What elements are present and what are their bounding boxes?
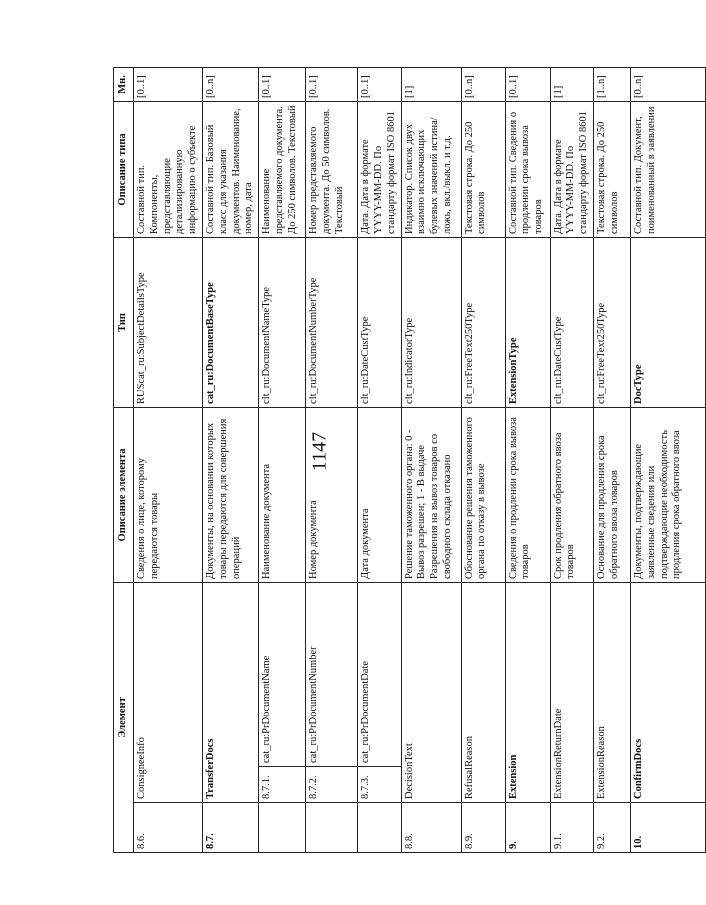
- table-row: [505, 67, 550, 852]
- element-description-cell: Номер документа: [306, 407, 358, 582]
- row-number-cell: [259, 803, 306, 853]
- multiplicity-cell: [0..n]: [202, 67, 258, 101]
- multiplicity-cell: [1]: [401, 67, 461, 101]
- row-number-cell: 9.2.: [593, 803, 630, 853]
- type-cell: ExtensionType: [505, 237, 550, 407]
- element-description-cell: Документы, на основании которых товары передаются для совершения операций: [202, 407, 258, 582]
- table-row: [358, 67, 401, 852]
- multiplicity-cell: [1]: [550, 67, 593, 101]
- type-description-cell: Номер представляемого документа. До 50 символов. Текстовый: [306, 101, 358, 237]
- element-name-cell: ConfirmDocs: [630, 582, 705, 802]
- element-description-cell: Сведения о продлении срока вывоза товаров: [505, 407, 550, 582]
- row-number-cell: [306, 803, 358, 853]
- multiplicity-cell: [0..1]: [259, 67, 306, 101]
- header-multiplicity: Мн.: [114, 67, 134, 101]
- header-type: Тип: [114, 237, 134, 407]
- header-element: Элемент: [114, 582, 134, 852]
- type-description-cell: Дата. Дата в формате YYYY-MM-DD. По стандарту формат ISO 8601: [550, 101, 593, 237]
- element-description-cell: Документы, подтверждающие заявленные сведения или подтверждающие необходимость продления срока обратного ввоза: [630, 407, 705, 582]
- element-name-cell: RefusalReason: [461, 582, 505, 802]
- type-description-cell: Составной тип. Сведения о продлении срока вывоза товаров: [505, 101, 550, 237]
- table-row: [461, 67, 505, 852]
- multiplicity-cell: [0..1]: [358, 67, 401, 101]
- multiplicity-cell: [1..n]: [593, 67, 630, 101]
- header-element-desc: Описание элемента: [114, 407, 134, 582]
- element-description-cell: Обоснование решения таможенного органа по отказу в вывозе: [461, 407, 505, 582]
- element-name-cell: cat_ru:PrDocumentNumber: [306, 582, 358, 766]
- table-row: [202, 67, 258, 852]
- row-number-cell: 10.: [630, 803, 705, 853]
- element-name-cell: DecisionText: [401, 582, 461, 802]
- element-description-cell: Основание для продления срока обратного ввоза товаров: [593, 407, 630, 582]
- type-description-cell: Составной тип. Компоненты, представляющие детализированную информацию о субъекте: [134, 101, 203, 237]
- type-description-cell: Наименование представляемого документа. До 250 символов. Текстовый: [259, 101, 306, 237]
- type-cell: DocType: [630, 237, 705, 407]
- row-number-cell: 8.6.: [134, 803, 203, 853]
- type-description-cell: Дата. Дата в формате YYYY-MM-DD. По стандарту формат ISO 8601: [358, 101, 401, 237]
- element-description-cell: Срок продления обратного ввоза товаров: [550, 407, 593, 582]
- type-cell: clt_ru:DocumentNameType: [259, 237, 306, 407]
- type-cell: clt_ru:FreeText250Type: [461, 237, 505, 407]
- table-row: [630, 67, 705, 852]
- type-description-cell: Текстовая строка. До 250 символов: [593, 101, 630, 237]
- multiplicity-cell: [0..n]: [461, 67, 505, 101]
- type-cell: RUScat_ru:SubjectDetailsType: [134, 237, 203, 407]
- element-description-cell: Сведения о лице, которому передаются товары: [134, 407, 203, 582]
- table-row: [593, 67, 630, 852]
- element-name-cell: cat_ru:PrDocumentName: [259, 582, 306, 766]
- element-name-cell: TransferDocs: [202, 582, 258, 802]
- type-cell: cat_ru:DocumentBaseType: [202, 237, 258, 407]
- row-subnumber-cell: 8.7.1.: [259, 767, 306, 803]
- row-number-cell: 9.1.: [550, 803, 593, 853]
- element-name-cell: ExtensionReason: [593, 582, 630, 802]
- multiplicity-cell: [0..1]: [134, 67, 203, 101]
- elements-table: [113, 67, 706, 853]
- element-description-cell: Решение таможенного органа: 0 - Вывоз разрешен; 1 - В выдаче Разрешения на вывоз товаров со свободного склада отказано: [401, 407, 461, 582]
- rotated-table-container: [113, 68, 683, 853]
- type-description-cell: Индикатор. Список двух взаимно исключающих булевых значений истина/ложь, вкл./выкл. и т.д.: [401, 101, 461, 237]
- table-row: [550, 67, 593, 852]
- row-number-cell: 8.8.: [401, 803, 461, 853]
- type-cell: clt_ru:FreeText250Type: [593, 237, 630, 407]
- header-type-desc: Описание типа: [114, 101, 134, 237]
- element-name-cell: ExtensionReturnDate: [550, 582, 593, 802]
- type-description-cell: Составной тип. Документ, поименованный в заявлении: [630, 101, 705, 237]
- type-cell: clt_ru:DocumentNumberType: [306, 237, 358, 407]
- table-header-row: [114, 67, 134, 852]
- type-description-cell: Составной тип. Базовый класс для указания документов. Наименование, номер, дата: [202, 101, 258, 237]
- table-row: [134, 67, 203, 852]
- type-description-cell: Текстовая строка. До 250 символов: [461, 101, 505, 237]
- multiplicity-cell: [0..n]: [630, 67, 705, 101]
- page-number: 1147: [308, 431, 331, 472]
- row-subnumber-cell: 8.7.2.: [306, 767, 358, 803]
- type-cell: clt_ru:DateCustType: [550, 237, 593, 407]
- table-row: [306, 67, 358, 852]
- type-cell: clt_ru:DateCustType: [358, 237, 401, 407]
- table-row: [259, 67, 306, 852]
- element-name-cell: Extension: [505, 582, 550, 802]
- multiplicity-cell: [0..1]: [306, 67, 358, 101]
- row-number-cell: 8.9.: [461, 803, 505, 853]
- row-subnumber-cell: 8.7.3.: [358, 767, 401, 803]
- table-row: [401, 67, 461, 852]
- multiplicity-cell: [0..1]: [505, 67, 550, 101]
- element-description-cell: Наименование документа: [259, 407, 306, 582]
- element-description-cell: Дата документа: [358, 407, 401, 582]
- row-number-cell: 8.7.: [202, 803, 258, 853]
- element-name-cell: cat_ru:PrDocumentDate: [358, 582, 401, 766]
- element-name-cell: ConsigneeInfo: [134, 582, 203, 802]
- row-number-cell: 9.: [505, 803, 550, 853]
- row-number-cell: [358, 803, 401, 853]
- type-cell: clt_ru:IndicatorType: [401, 237, 461, 407]
